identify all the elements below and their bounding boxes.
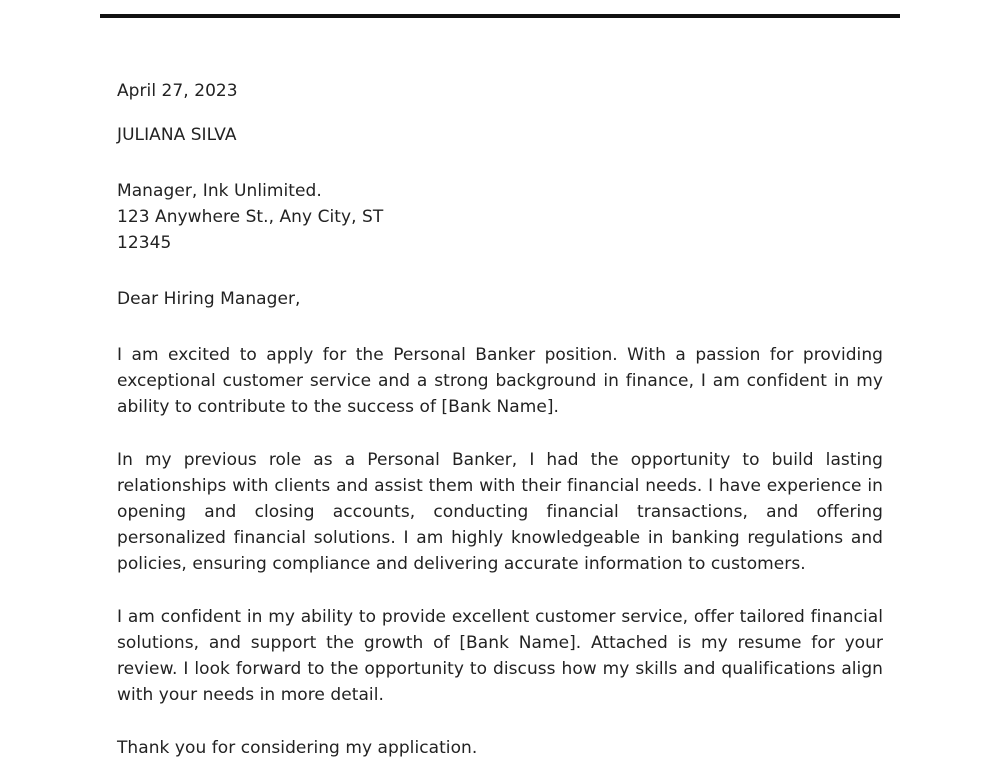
letter-date: April 27, 2023 xyxy=(117,81,238,101)
sender-name: JULIANA SILVA xyxy=(117,125,237,145)
cover-letter xyxy=(117,78,883,761)
salutation: Dear Hiring Manager, xyxy=(117,289,301,309)
header-divider xyxy=(100,14,900,18)
body-paragraph-3: I am confident in my ability to provide excellent customer service, offer tailored financial solutions, and support the growth of [Bank Name]. Attached is my resume for your review. I look forward to the opportunity to discuss how my skills and qualifications align with your needs in more detail. xyxy=(117,607,883,705)
recipient-line-1: Manager, Ink Unlimited. xyxy=(117,181,322,201)
recipient-line-2: 123 Anywhere St., Any City, ST xyxy=(117,207,384,227)
closing-line: Thank you for considering my application. xyxy=(117,738,478,758)
body-paragraph-1: I am excited to apply for the Personal Banker position. With a passion for providing exceptional customer service and a strong background in finance, I am confident in my ability to contribute to the success of [Bank Name]. xyxy=(117,345,883,417)
recipient-address xyxy=(117,178,883,256)
recipient-line-3: 12345 xyxy=(117,233,172,253)
body-paragraph-2: In my previous role as a Personal Banker, I had the opportunity to build lasting relationships with clients and assist them with their financial needs. I have experience in opening and closing accounts, conducting financial transactions, and offering personalized financial solutions. I am highly knowledgeable in banking regulations and policies, ensuring compliance and delivering accurate information to customers. xyxy=(117,450,883,574)
